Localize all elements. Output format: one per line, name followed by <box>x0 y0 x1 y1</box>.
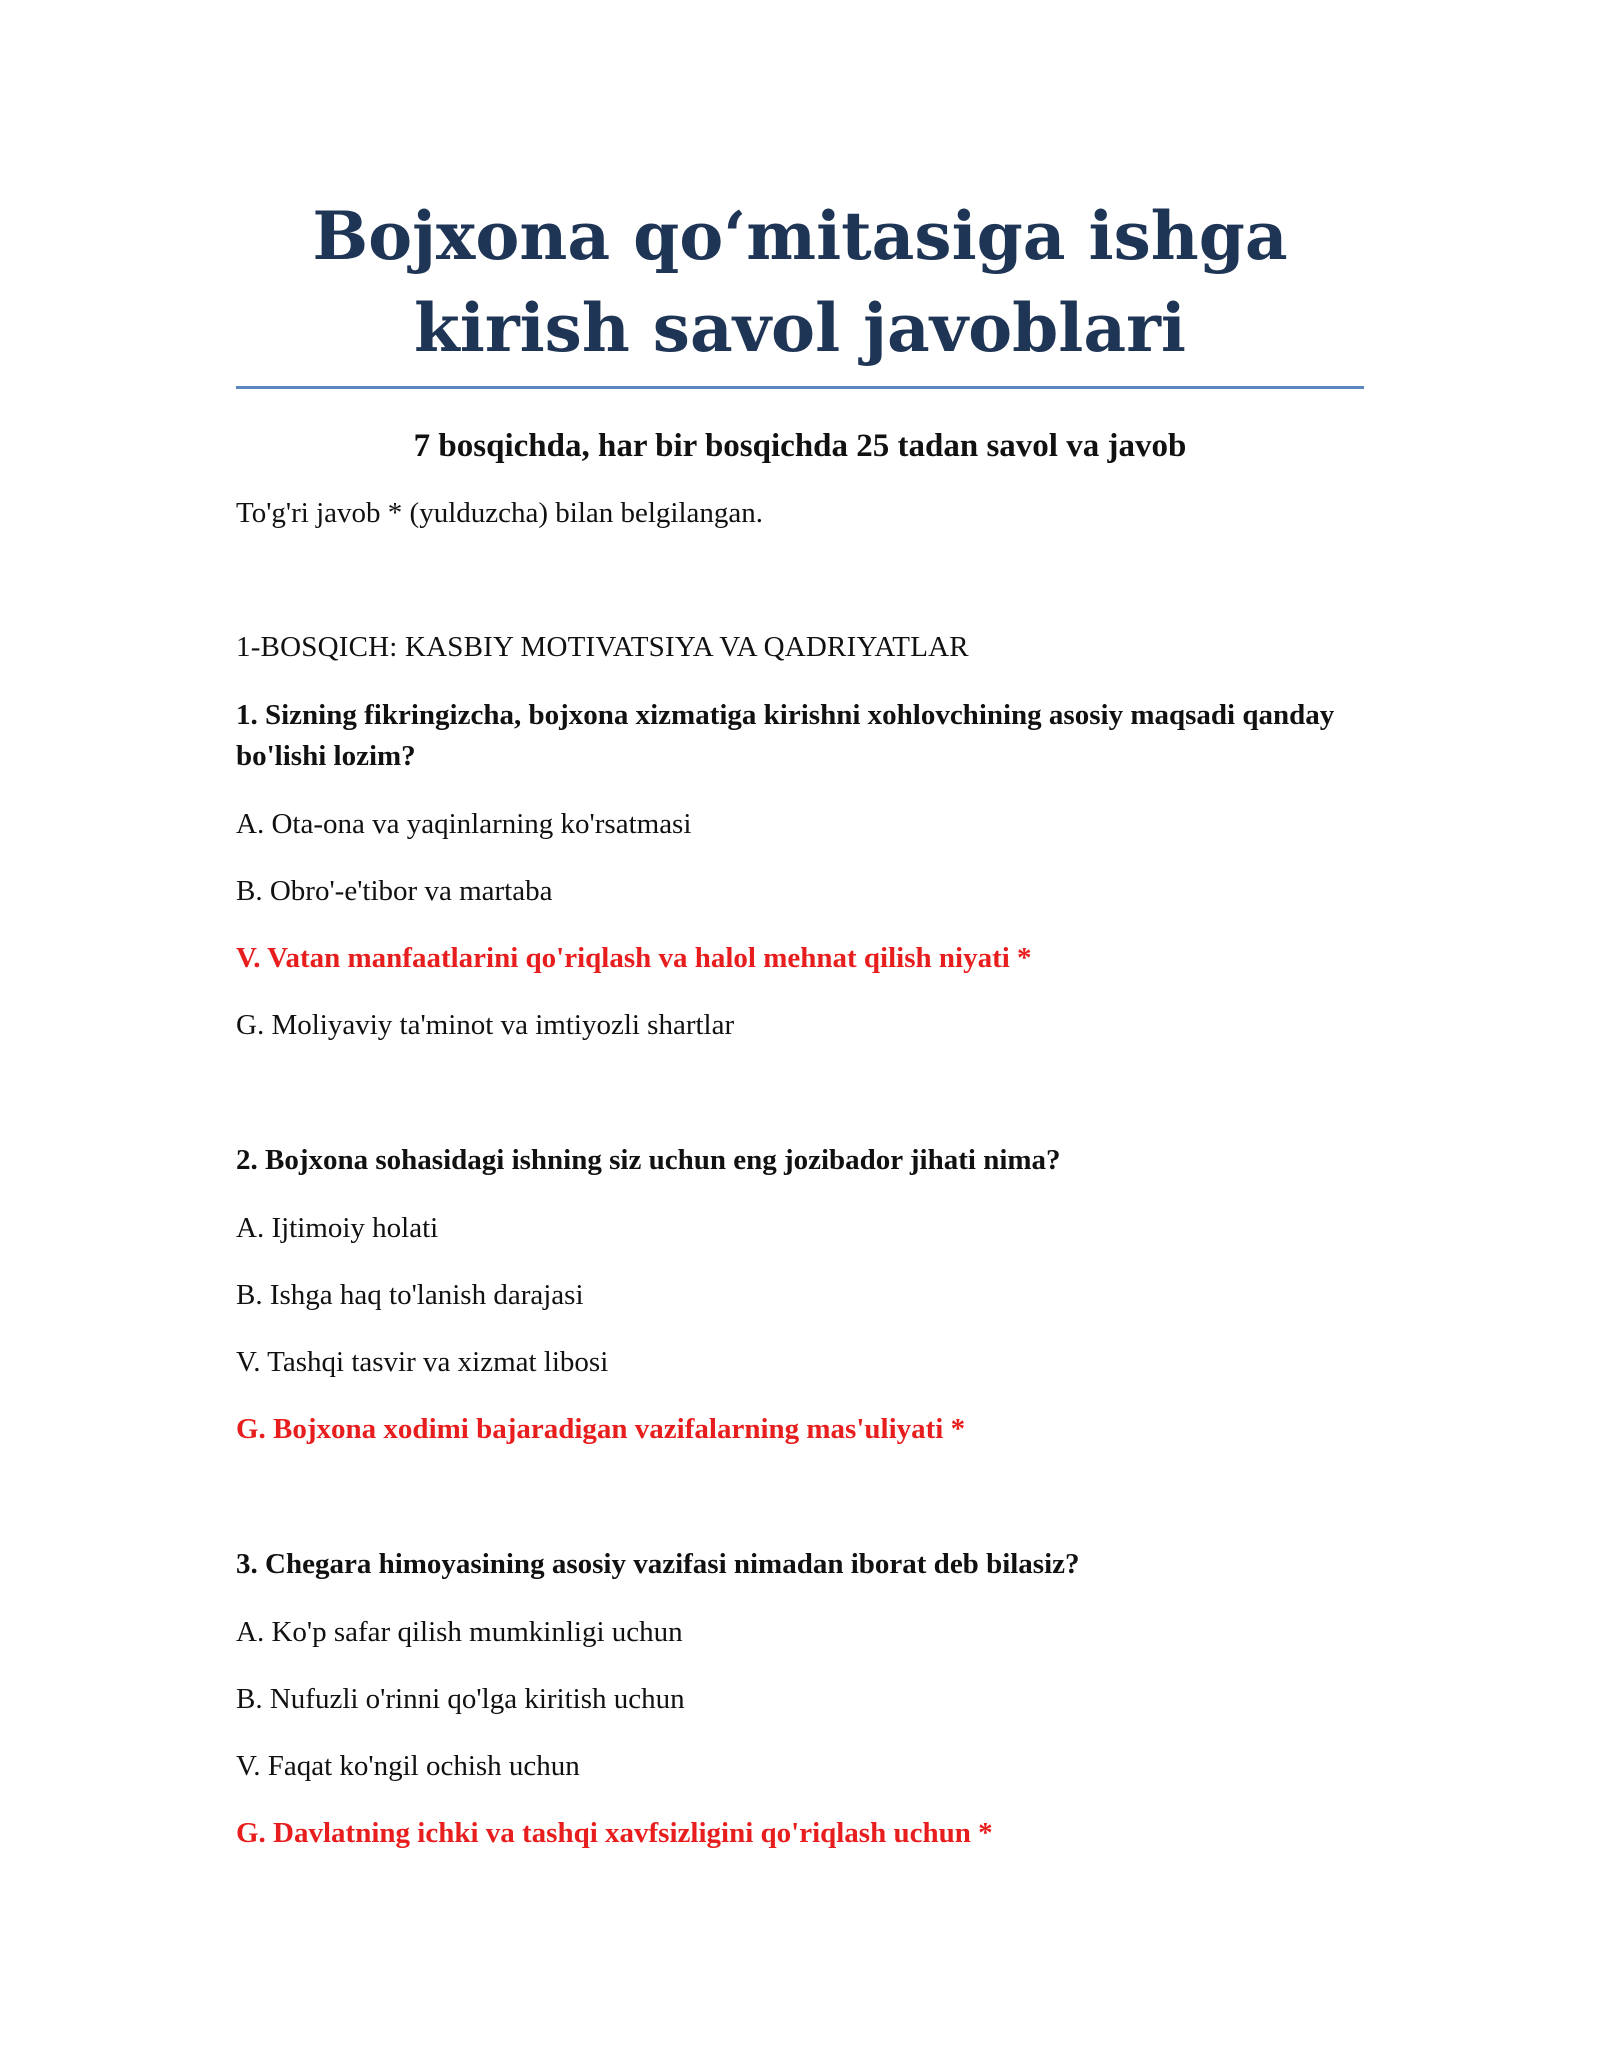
answer-option: G. Bojxona xodimi bajaradigan vazifalarning mas'uliyati * <box>236 1413 966 1445</box>
answer-option: B. Obro'-e'tibor va martaba <box>236 875 553 907</box>
title-divider <box>236 386 1364 389</box>
answer-option: V. Vatan manfaatlarini qo'riqlash va halol mehnat qilish niyati * <box>236 942 1032 974</box>
question-text: 2. Bojxona sohasidagi ishning siz uchun eng jozibador jihati nima? <box>236 1144 1061 1176</box>
document-title: Bojxona qo‘mitasiga ishga kirish savol javoblari <box>312 197 1288 367</box>
answer-option: V. Tashqi tasvir va xizmat libosi <box>236 1346 609 1378</box>
answer-option: B. Ishga haq to'lanish darajasi <box>236 1279 584 1311</box>
answer-option: A. Ijtimoiy holati <box>236 1212 439 1244</box>
spacer <box>236 1449 1364 1544</box>
answer-option: A. Ko'p safar qilish mumkinligi uchun <box>236 1616 683 1648</box>
question-text: 3. Chegara himoyasining asosiy vazifasi nimadan iborat deb bilasiz? <box>236 1548 1080 1580</box>
answer-option: V. Faqat ko'ngil ochish uchun <box>236 1750 580 1782</box>
document-page <box>236 190 1364 1853</box>
answer-option: A. Ota-ona va yaqinlarning ko'rsatmasi <box>236 808 692 840</box>
question-block-3 <box>236 1544 1364 1853</box>
answer-option: G. Davlatning ichki va tashqi xavfsizligini qo'riqlash uchun * <box>236 1817 993 1849</box>
spacer <box>236 1045 1364 1140</box>
answer-option: G. Moliyaviy ta'minot va imtiyozli shartlar <box>236 1009 735 1041</box>
question-text: 1. Sizning fikringizcha, bojxona xizmatiga kirishni xohlovchining asosiy maqsadi qanday bo'lishi lozim? <box>236 699 1335 772</box>
intro-note: To'g'ri javob * (yulduzcha) bilan belgilangan. <box>236 497 764 529</box>
question-block-2 <box>236 1140 1364 1449</box>
section-heading: 1-BOSQICH: KASBIY MOTIVATSIYA VA QADRIYATLAR <box>236 631 969 663</box>
document-subtitle: 7 bosqichda, har bir bosqichda 25 tadan savol va javob <box>413 428 1187 464</box>
answer-option: B. Nufuzli o'rinni qo'lga kiritish uchun <box>236 1683 685 1715</box>
question-block-1 <box>236 695 1364 1045</box>
